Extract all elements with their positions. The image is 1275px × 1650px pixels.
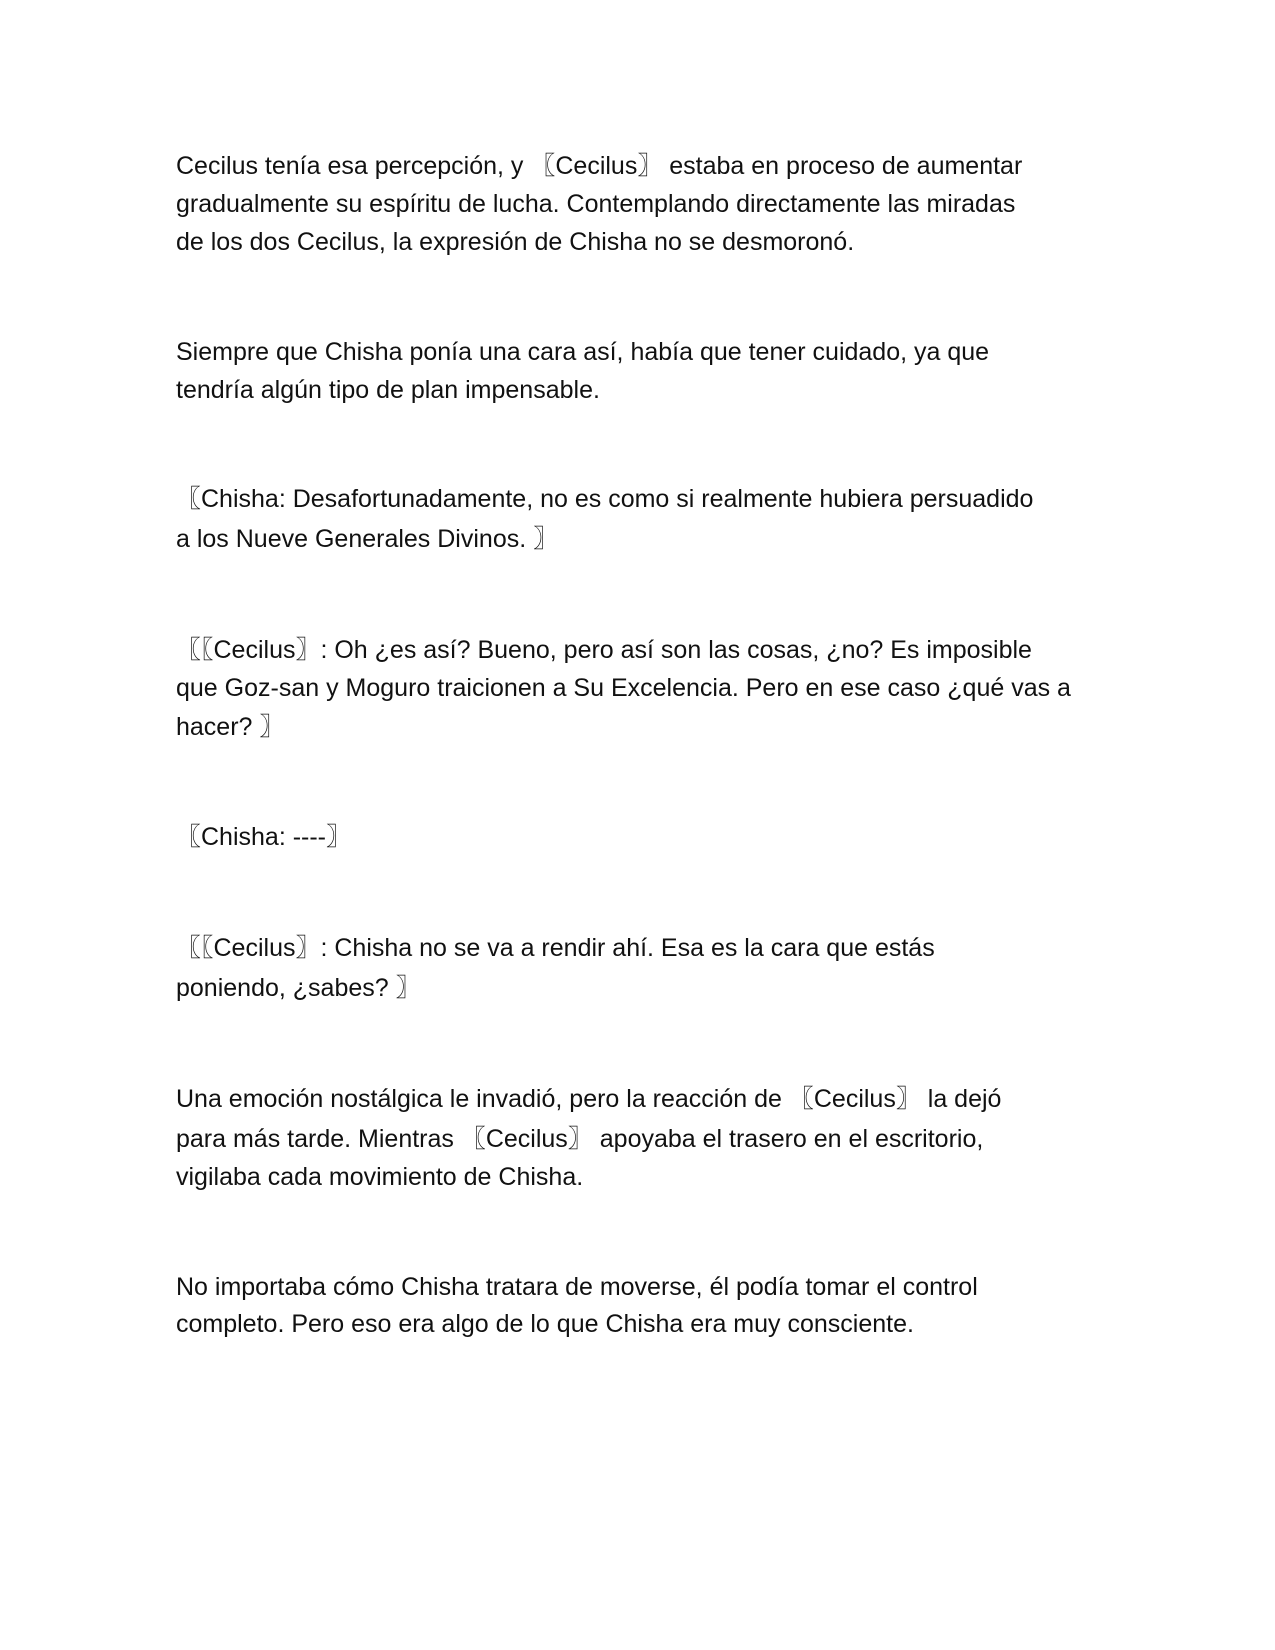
paragraph-8-line-1: No importaba cómo Chisha tratara de moverse, él podía tomar el control <box>176 1273 978 1301</box>
paragraph-7-line-2: para más tarde. Mientras 〖Cecilus〗 apoyaba el trasero en el escritorio, <box>176 1125 984 1153</box>
paragraph-3-line-2: a los Nueve Generales Divinos. 〗 <box>176 525 559 553</box>
paragraph-8-line-2: completo. Pero eso era algo de lo que Chisha era muy consciente. <box>176 1310 914 1338</box>
paragraph-1-line-3: de los dos Cecilus, la expresión de Chisha no se desmoronó. <box>176 228 855 256</box>
paragraph-3-line-1: 〖Chisha: Desafortunadamente, no es como si realmente hubiera persuadido <box>176 485 1034 513</box>
paragraph-6-line-2: poniendo, ¿sabes? 〗 <box>176 974 421 1002</box>
paragraph-2-line-1: Siempre que Chisha ponía una cara así, había que tener cuidado, ya que <box>176 338 990 366</box>
paragraph-7-line-3: vigilaba cada movimiento de Chisha. <box>176 1163 584 1191</box>
paragraph-4-line-3: hacer? 〗 <box>176 713 285 741</box>
paragraph-4-line-2: que Goz-san y Moguro traicionen a Su Excelencia. Pero en ese caso ¿qué vas a <box>176 674 1071 702</box>
paragraph-2-line-2: tendría algún tipo de plan impensable. <box>176 376 600 404</box>
paragraph-1-line-1: Cecilus tenía esa percepción, y 〖Cecilus〗 estaba en proceso de aumentar <box>176 152 1023 180</box>
paragraph-5-line-1: 〖Chisha: ----〗 <box>176 823 352 851</box>
paragraph-1-line-2: gradualmente su espíritu de lucha. Contemplando directamente las miradas <box>176 190 1016 218</box>
paragraph-6-line-1: 〖〖Cecilus〗: Chisha no se va a rendir ahí. Esa es la cara que estás <box>176 934 935 962</box>
paragraph-4-line-1: 〖〖Cecilus〗: Oh ¿es así? Bueno, pero así son las cosas, ¿no? Es imposible <box>176 636 1032 664</box>
paragraph-7-line-1: Una emoción nostálgica le invadió, pero la reacción de 〖Cecilus〗 la dejó <box>176 1085 1002 1113</box>
